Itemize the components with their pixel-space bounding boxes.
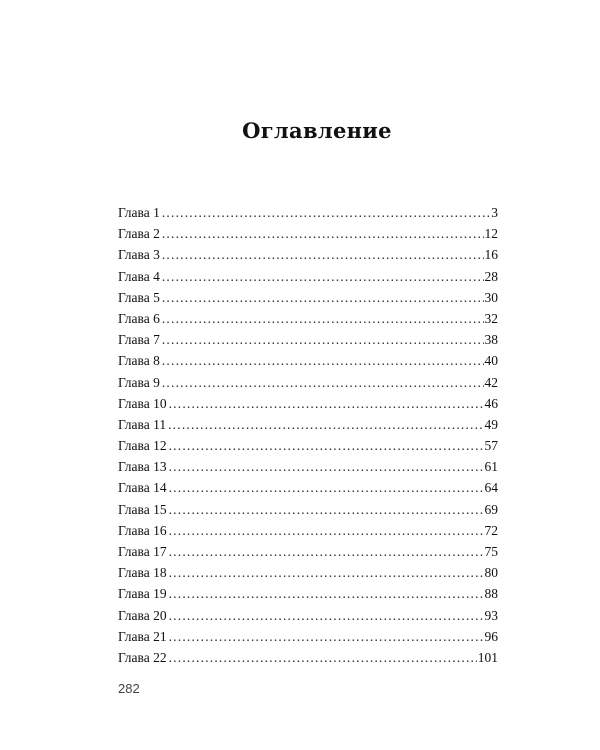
toc-entry-label: Глава 3 [118, 247, 160, 263]
page-number: 282 [118, 681, 140, 696]
toc-entry [118, 266, 498, 287]
page-title: Оглавление [242, 118, 392, 143]
toc-entry-page: 28 [484, 268, 498, 284]
toc-entry-label: Глава 10 [118, 395, 167, 411]
toc-entry-label: Глава 11 [118, 416, 167, 432]
toc-entry [118, 499, 498, 520]
toc-entry-page: 16 [484, 247, 498, 263]
dot-leader [169, 499, 484, 520]
toc-entry [118, 372, 498, 393]
toc-entry-page: 30 [484, 289, 498, 305]
dot-leader [162, 287, 484, 308]
dot-leader [169, 583, 484, 604]
toc-entry-page: 49 [484, 416, 498, 432]
toc-entry-page: 93 [484, 607, 498, 623]
toc-entry-page: 72 [484, 522, 498, 538]
toc-entry-label: Глава 20 [118, 607, 167, 623]
table-of-contents [118, 202, 498, 668]
toc-entry-label: Глава 22 [118, 649, 167, 665]
toc-entry-page: 101 [477, 649, 498, 665]
toc-entry [118, 244, 498, 265]
dot-leader [162, 308, 484, 329]
dot-leader [169, 477, 484, 498]
dot-leader [162, 244, 484, 265]
toc-entry-label: Глава 9 [118, 374, 160, 390]
toc-entry-label: Глава 2 [118, 226, 160, 242]
toc-entry-label: Глава 18 [118, 565, 167, 581]
toc-entry-label: Глава 21 [118, 628, 167, 644]
dot-leader [169, 520, 484, 541]
dot-leader [169, 435, 484, 456]
toc-entry [118, 605, 498, 626]
dot-leader [169, 393, 484, 414]
toc-entry [118, 329, 498, 350]
toc-entry-page: 69 [484, 501, 498, 517]
toc-entry [118, 541, 498, 562]
toc-entry [118, 308, 498, 329]
toc-entry [118, 477, 498, 498]
toc-entry [118, 223, 498, 244]
toc-entry [118, 456, 498, 477]
dot-leader [168, 414, 483, 435]
toc-entry-label: Глава 19 [118, 586, 167, 602]
toc-entry-page: 46 [484, 395, 498, 411]
toc-entry-label: Глава 1 [118, 205, 160, 220]
toc-entry-label: Глава 17 [118, 544, 167, 559]
toc-entry-label: Глава 16 [118, 522, 167, 538]
toc-entry-page: 3 [491, 205, 498, 220]
dot-leader [169, 456, 484, 477]
dot-leader [162, 372, 484, 393]
toc-entry [118, 350, 498, 371]
toc-entry-page: 80 [484, 565, 498, 581]
toc-entry-page: 57 [484, 438, 498, 454]
toc-entry-page: 42 [484, 374, 498, 390]
toc-entry [118, 393, 498, 414]
toc-entry-label: Глава 6 [118, 310, 160, 326]
toc-entry [118, 647, 498, 668]
toc-entry-page: 96 [484, 628, 498, 644]
toc-entry-page: 38 [484, 332, 498, 348]
toc-entry-page: 40 [484, 353, 498, 369]
toc-entry [118, 626, 498, 647]
toc-entry [118, 414, 498, 435]
toc-entry [118, 287, 498, 308]
toc-entry [118, 202, 498, 223]
dot-leader [169, 541, 484, 562]
toc-entry [118, 562, 498, 583]
toc-entry-page: 12 [484, 226, 498, 242]
toc-entry-label: Глава 12 [118, 438, 167, 454]
dot-leader [162, 266, 484, 287]
toc-entry-label: Глава 14 [118, 480, 167, 496]
toc-entry-page: 88 [484, 586, 498, 602]
toc-entry-label: Глава 7 [118, 332, 160, 348]
toc-entry [118, 520, 498, 541]
toc-entry-label: Глава 8 [118, 353, 160, 369]
toc-entry-page: 64 [484, 480, 498, 496]
toc-entry-label: Глава 15 [118, 501, 167, 517]
toc-entry-label: Глава 13 [118, 459, 167, 475]
dot-leader [162, 350, 484, 371]
dot-leader [169, 605, 484, 626]
dot-leader [169, 647, 477, 668]
toc-entry-page: 32 [484, 310, 498, 326]
toc-entry [118, 435, 498, 456]
dot-leader [162, 329, 484, 350]
toc-entry-label: Глава 4 [118, 268, 160, 284]
toc-entry-label: Глава 5 [118, 289, 160, 305]
toc-entry [118, 583, 498, 604]
dot-leader [169, 562, 484, 583]
toc-entry-page: 61 [484, 459, 498, 475]
dot-leader [162, 202, 490, 223]
dot-leader [169, 626, 484, 647]
dot-leader [162, 223, 484, 244]
toc-entry-page: 75 [484, 544, 498, 559]
